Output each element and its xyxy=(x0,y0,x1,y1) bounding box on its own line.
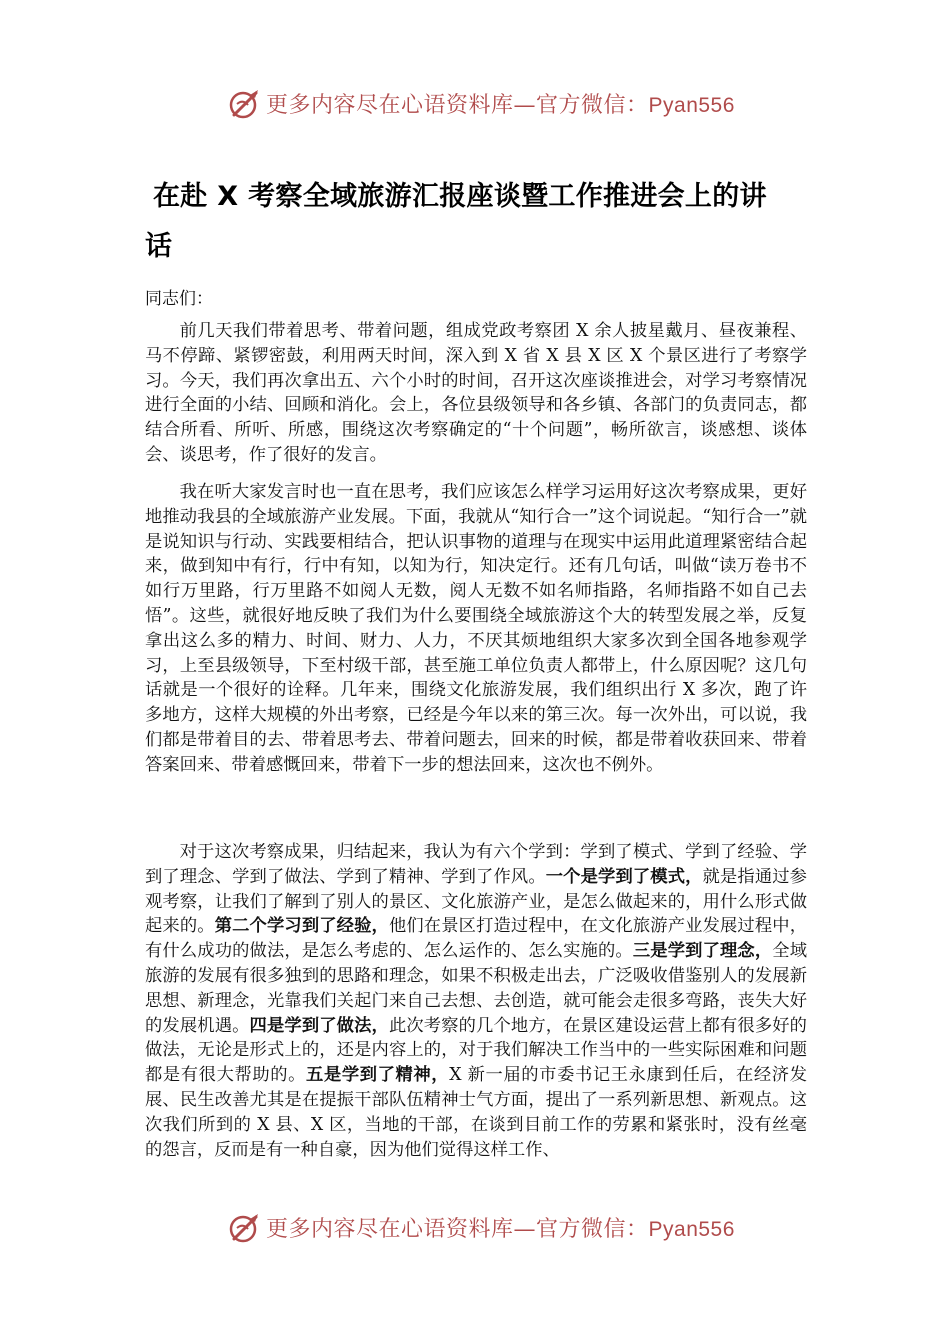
p3-text-2: 就是指通过参观考察，让我们了解到了别人的景区、文化旅游产业，是怎么做起来的，用什么形式做起来的。 xyxy=(145,866,807,937)
p3-text-3: 他们在景区打造过程中，在文化旅游产业发展过程中，有什么成功的做法，是怎么考虑的、怎么运作的、怎么实施的。 xyxy=(145,916,807,962)
title-line-1: 在赴 X 考察全域旅游汇报座谈暨工作推进会上的讲 xyxy=(153,181,767,212)
wechat-id: Pyan556 xyxy=(648,1218,735,1241)
p3-heading-2: 第二个学习到了经验， xyxy=(214,916,389,937)
p3-text-6: X 新一届的市委书记王永康到任后，在经济发展、民生改善尤其是在提振干部队伍精神士气方面，提出了一系列新思想、新观点。这次我们所到的 X 县、X 区，当地的干部，在谈到目前工作的劳累和紧张时，没有丝毫的怨言，反而是有一种自豪，因为他们觉得这样工作、 xyxy=(145,1065,807,1160)
pen-logo-icon xyxy=(228,87,262,121)
p3-heading-5: 五是学到了精神， xyxy=(306,1065,450,1086)
document-title xyxy=(145,172,805,272)
greeting: 同志们： xyxy=(145,289,213,309)
paragraph-3 xyxy=(145,840,807,1162)
banner-text: 更多内容尽在心语资料库—官方微信：Pyan556 xyxy=(266,1217,735,1242)
footer-watermark-banner xyxy=(0,1208,950,1248)
title-line-2: 话 xyxy=(145,231,173,262)
wechat-id: Pyan556 xyxy=(648,94,735,117)
banner-text: 更多内容尽在心语资料库—官方微信：Pyan556 xyxy=(266,93,735,118)
p3-heading-1: 一个是学到了模式， xyxy=(545,866,703,887)
p3-text-4: 全域旅游的发展有很多独到的思路和理念，如果不积极走出去，广泛吸收借鉴别人的发展新思想、新理念，光靠我们关起门来自己去想、去创造，就可能会走很多弯路，丧失大好的发展机遇。 xyxy=(145,941,807,1036)
paragraph-1: 前几天我们带着思考、带着问题，组成党政考察团 X 余人披星戴月、昼夜兼程、马不停蹄、紧锣密鼓，利用两天时间，深入到 X 省 X 县 X 区 X 个景区进行了考察学习。今天，我们再次拿出五、六个小时的时间，召开这次座谈推进会，对学习考察情况进行全面的小结、回顾和消化。会上，各位县级领导和各乡镇、各部门的负责同志，都结合所看、所听、所感，围绕这次考察确定的“十个问题”，畅所欲言，谈感想、谈体会、谈思考，作了很好的发言。 xyxy=(145,321,807,465)
p3-text-1: 对于这次考察成果，归结起来，我认为有六个学到：学到了模式、学到了经验、学到了理念、学到了做法、学到了精神、学到了作风。 xyxy=(145,842,807,887)
p3-heading-3: 三是学到了理念， xyxy=(632,941,773,962)
pen-logo-icon xyxy=(228,1211,262,1245)
p3-text-5: 此次考察的几个地方，在景区建设运营上都有很多好的做法，无论是形式上的，还是内容上的，对于我们解决工作当中的一些实际困难和问题都是有很大帮助的。 xyxy=(145,1015,807,1086)
header-watermark-banner xyxy=(0,84,950,124)
paragraph-2: 我在听大家发言时也一直在思考，我们应该怎么样学习运用好这次考察成果，更好地推动我县的全域旅游产业发展。下面，我就从“知行合一”这个词说起。“知行合一”就是说知识与行动、实践要相结合，把认识事物的道理与在现实中运用此道理紧密结合起来，做到知中有行，行中有知，以知为行，知决定行。还有几句话，叫做“读万卷书不如行万里路，行万里路不如阅人无数，阅人无数不如名师指路，名师指路不如自己去悟”。这些，就很好地反映了我们为什么要围绕全域旅游这个大的转型发展之举，反复拿出这么多的精力、时间、财力、人力，不厌其烦地组织大家多次到全国各地参观学习，上至县级领导，下至村级干部，甚至施工单位负责人都带上，什么原因呢？这几句话就是一个很好的诠释。几年来，围绕文化旅游发展，我们组织出行 X 多次，跑了许多地方，这样大规模的外出考察，已经是今年以来的第三次。每一次外出，可以说，我们都是带着目的去、带着思考去、带着问题去，回来的时候，都是带着收获回来、带着答案回来、带着感慨回来，带着下一步的想法回来，这次也不例外。 xyxy=(145,482,807,775)
p3-heading-4: 四是学到了做法， xyxy=(249,1015,389,1036)
